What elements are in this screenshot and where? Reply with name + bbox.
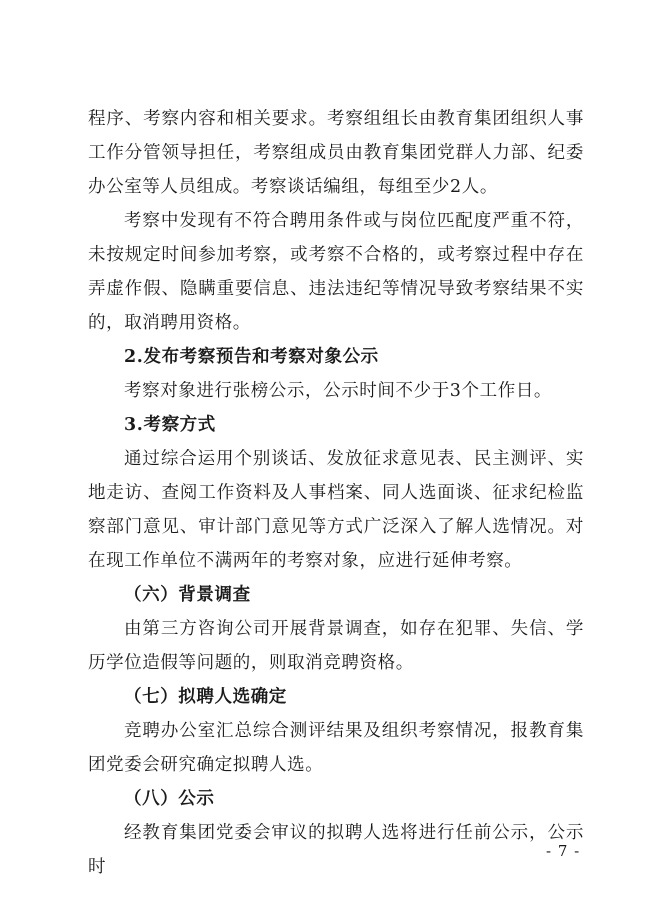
heading-publicity: （八）公示 (124, 789, 215, 809)
paragraph-public-notice: 考察对象进行张榜公示，公示时间不少于3个工作日。 (124, 381, 553, 401)
paragraph-disqualification: 考察中发现有不符合聘用条件或与岗位匹配度严重不符，未按规定时间参加考察，或考察不合格的，或考察过程中存在弄虚作假、隐瞒重要信息、违法违纪等情况导致考察结果不实的，取消聘用资格。 (88, 211, 584, 333)
heading-publish-notice: 2.发布考察预告和考察对象公示 (124, 347, 379, 367)
page-number: - 7 - (546, 842, 581, 860)
paragraph-inspection-method: 通过综合运用个别谈话、发放征求意见表、民主测评、实地走访、查阅工作资料及人事档案、同人选面谈、征求纪检监察部门意见、审计部门意见等方式广泛深入了解人选情况。对在现工作单位不满两年的考察对象，应进行延伸考察。 (88, 449, 584, 571)
paragraph-inspection-team: 程序、考察内容和相关要求。考察组组长由教育集团组织人事工作分管领导担任，考察组成员由教育集团党群人力部、纪委办公室等人员组成。考察谈话编组，每组至少2人。 (88, 109, 584, 197)
body-text (88, 102, 584, 884)
heading-candidate-confirmation: （七）拟聘人选确定 (124, 687, 287, 707)
heading-inspection-method: 3.考察方式 (124, 415, 216, 435)
paragraph-background-check: 由第三方咨询公司开展背景调查，如存在犯罪、失信、学历学位造假等问题的，则取消竞聘资格。 (88, 619, 584, 673)
paragraph-publicity: 经教育集团党委会审议的拟聘人选将进行任前公示，公示时 (88, 823, 584, 877)
heading-background-check: （六）背景调查 (124, 585, 251, 605)
paragraph-candidate-confirmation: 竞聘办公室汇总综合测评结果及组织考察情况，报教育集团党委会研究确定拟聘人选。 (88, 721, 584, 775)
